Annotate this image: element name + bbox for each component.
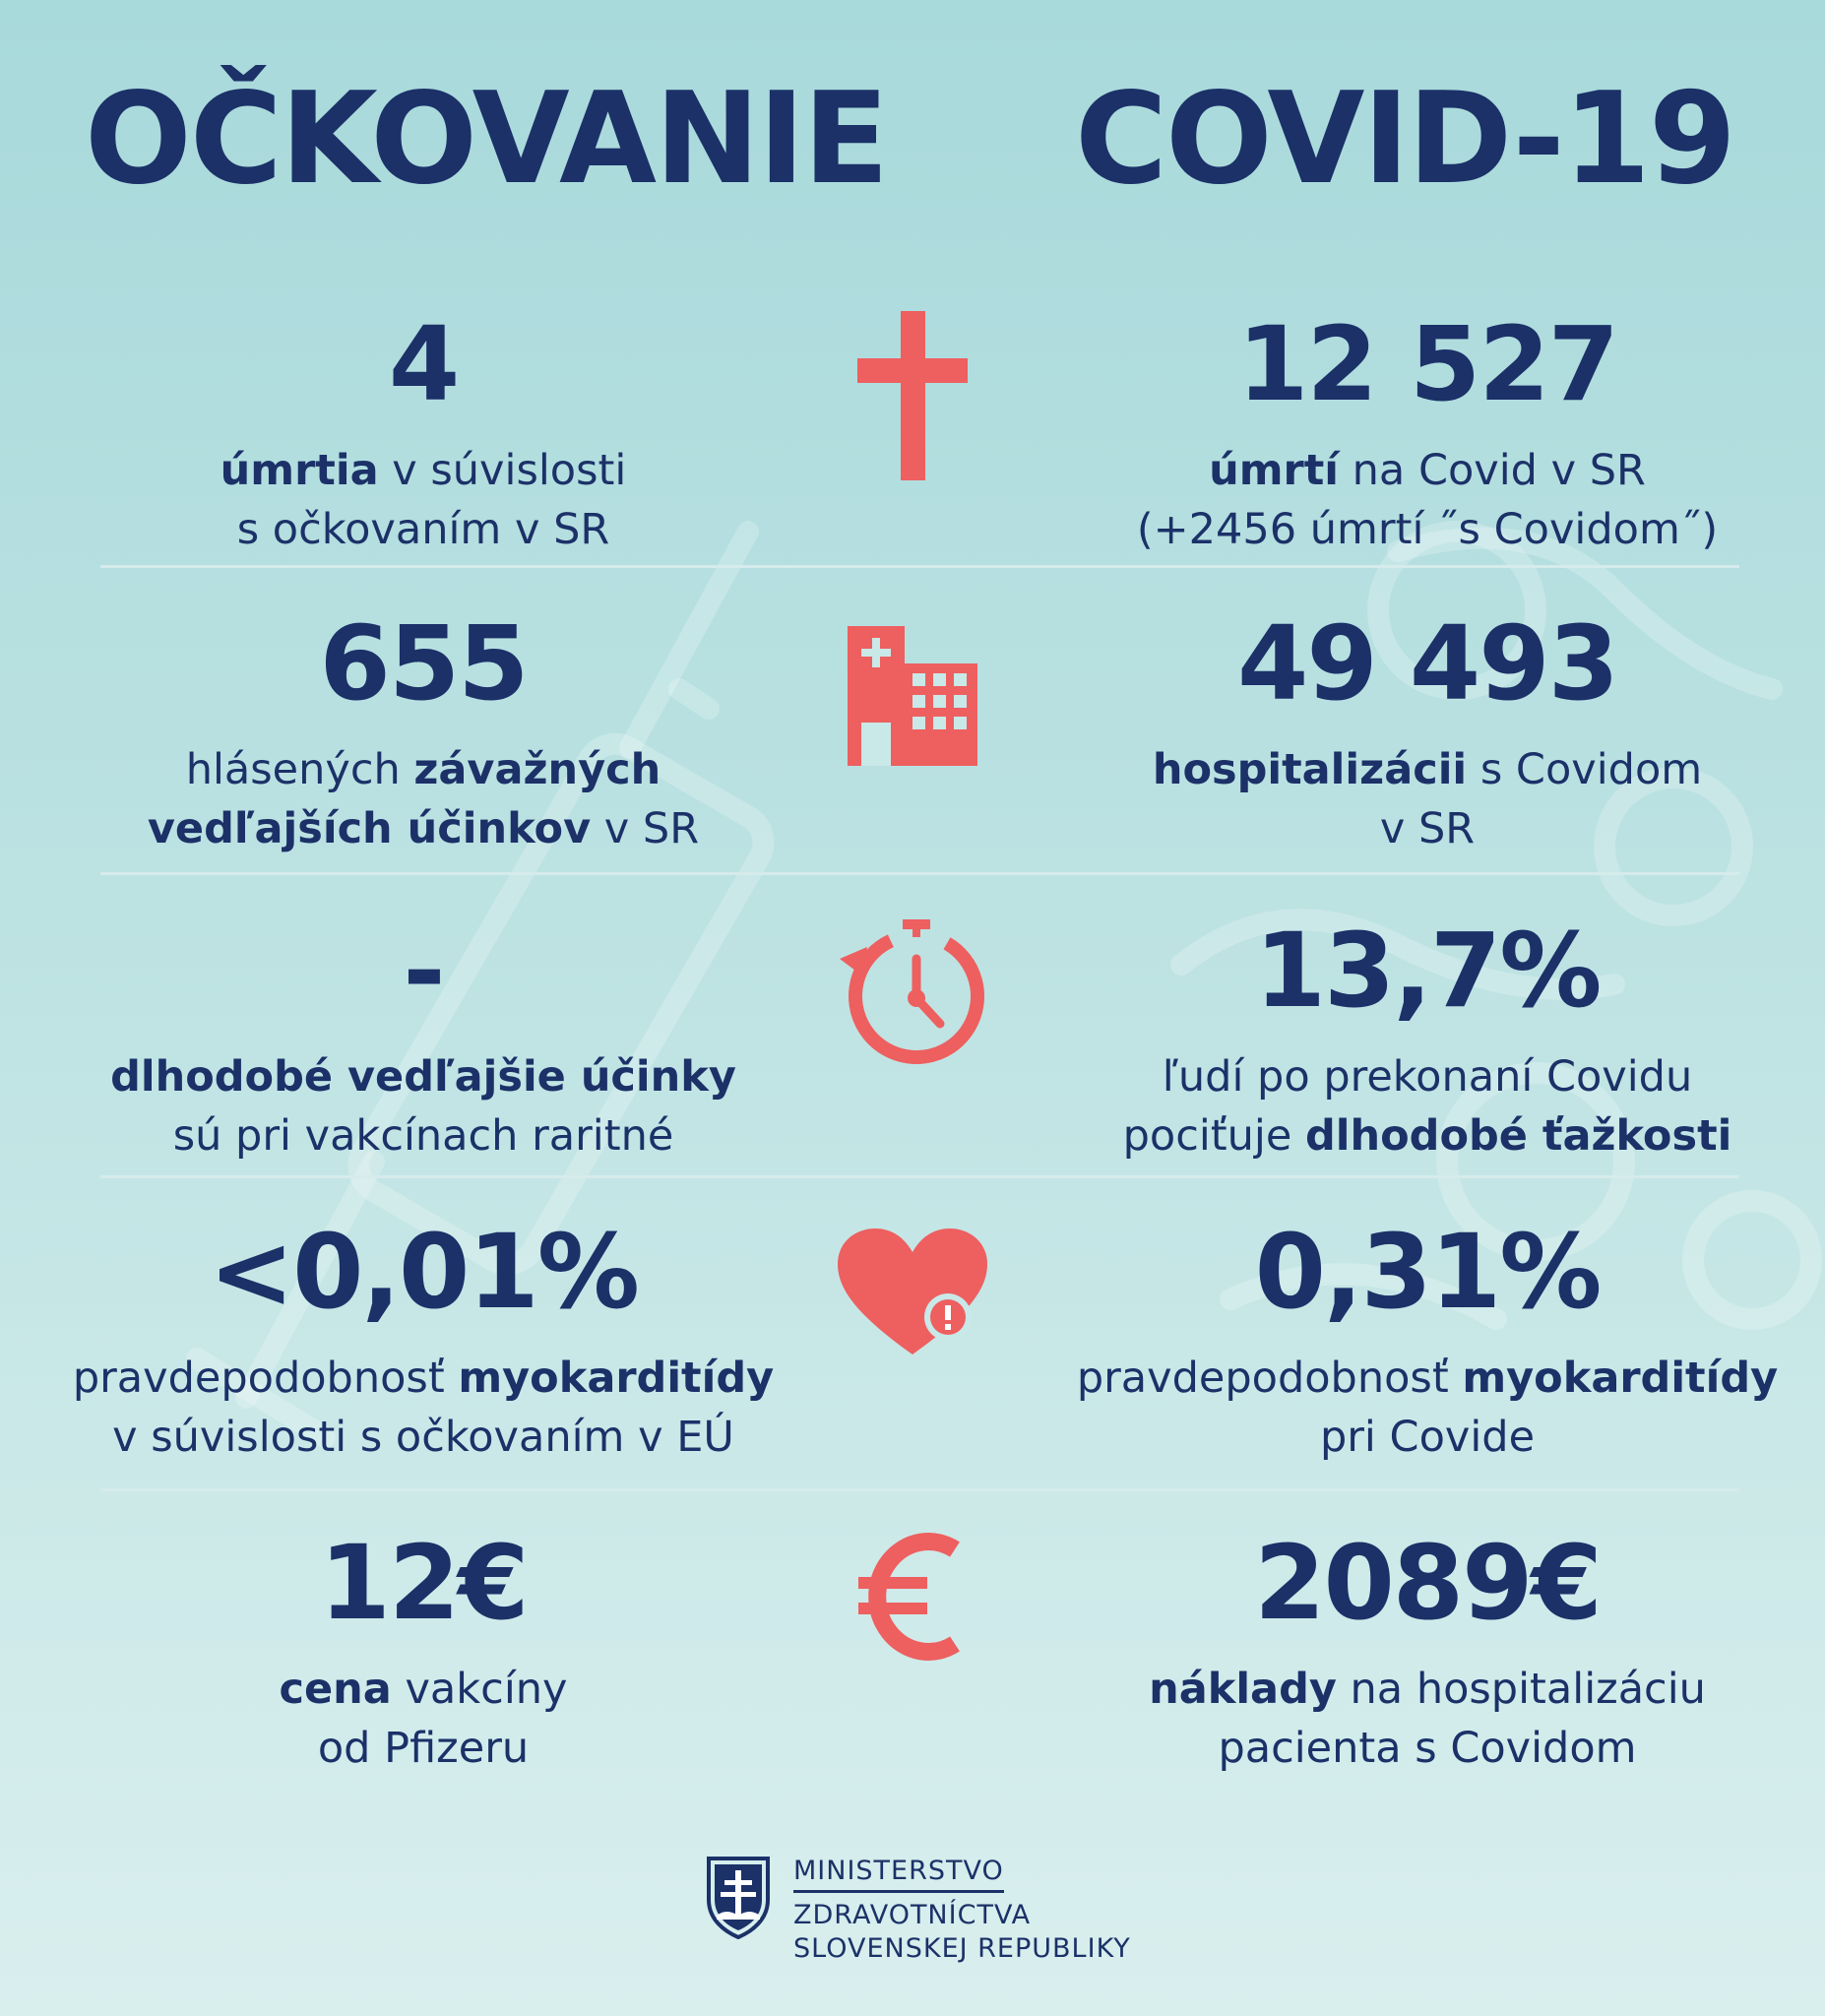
ministry-logo: [705, 1855, 1131, 1966]
ministry-name-line-3: SLOVENSKEJ REPUBLIKY: [793, 1933, 1131, 1964]
stat-covid-long-term: [1043, 911, 1811, 1166]
stat-description: úmrtia v súvislosti s očkovaním v SR: [220, 446, 627, 554]
stat-description: pravdepodobnosť myokarditídy pri Covide: [1076, 1354, 1779, 1462]
stat-vaccine-side-effects: [39, 603, 807, 858]
divider: [100, 1488, 1739, 1491]
stat-value: 13,7%: [1254, 911, 1601, 1031]
stat-vaccine-price: [39, 1523, 807, 1778]
heading-covid: COVID-19: [1075, 66, 1734, 213]
euro-icon: [829, 1532, 996, 1662]
ministry-name-line-1: MINISTERSTVO: [793, 1855, 1004, 1893]
stat-covid-hospital-cost: [1043, 1523, 1811, 1778]
stat-vaccine-long-term: [39, 911, 807, 1166]
stat-value: 12 527: [1236, 304, 1618, 424]
ministry-name-line-2: ZDRAVOTNÍCTVA: [793, 1900, 1032, 1930]
stat-description: dlhodobé vedľajšie účinky sú pri vakcínach raritné: [110, 1052, 736, 1161]
stat-description: úmrtí na Covid v SR (+2456 úmrtí ˝s Covidom˝): [1136, 446, 1719, 554]
stat-description: ľudí po prekonaní Covidu pociťuje dlhodobé ťažkosti: [1122, 1052, 1732, 1161]
heading-vaccination: OČKOVANIE: [85, 66, 888, 213]
stat-description: hospitalizácii s Covidom v SR: [1152, 745, 1703, 853]
cross-icon: [829, 311, 996, 480]
divider: [100, 565, 1739, 568]
stat-covid-hospitalizations: [1043, 603, 1811, 858]
divider: [100, 872, 1739, 875]
stat-description: náklady na hospitalizáciu pacienta s Covidom: [1149, 1665, 1706, 1773]
stat-value: 2089€: [1254, 1523, 1601, 1643]
stat-covid-myocarditis: [1043, 1212, 1811, 1467]
stat-value: 4: [388, 304, 459, 424]
stat-value: -: [403, 911, 444, 1031]
stat-value: <0,01%: [209, 1212, 638, 1332]
stat-description: pravdepodobnosť myokarditídy v súvislosti s očkovaním v EÚ: [72, 1354, 775, 1462]
stat-description: hlásených závažných vedľajších účinkov v SR: [147, 745, 700, 853]
divider: [100, 1175, 1739, 1178]
clock-icon: [829, 919, 996, 1069]
stat-value: 0,31%: [1254, 1212, 1601, 1332]
stat-covid-deaths: [1043, 304, 1811, 559]
stat-vaccine-myocarditis: [39, 1212, 807, 1467]
stat-vaccine-deaths: [39, 304, 807, 559]
stat-value: 12€: [319, 1523, 528, 1643]
stat-description: cena vakcíny od Pfizeru: [279, 1665, 568, 1773]
stat-value: 49 493: [1236, 603, 1618, 724]
ministry-name: [793, 1855, 1131, 1966]
hospital-icon: [829, 626, 996, 766]
heart-alert-icon: [829, 1228, 996, 1356]
coat-of-arms-icon: [705, 1855, 772, 1939]
stat-value: 655: [319, 603, 528, 724]
